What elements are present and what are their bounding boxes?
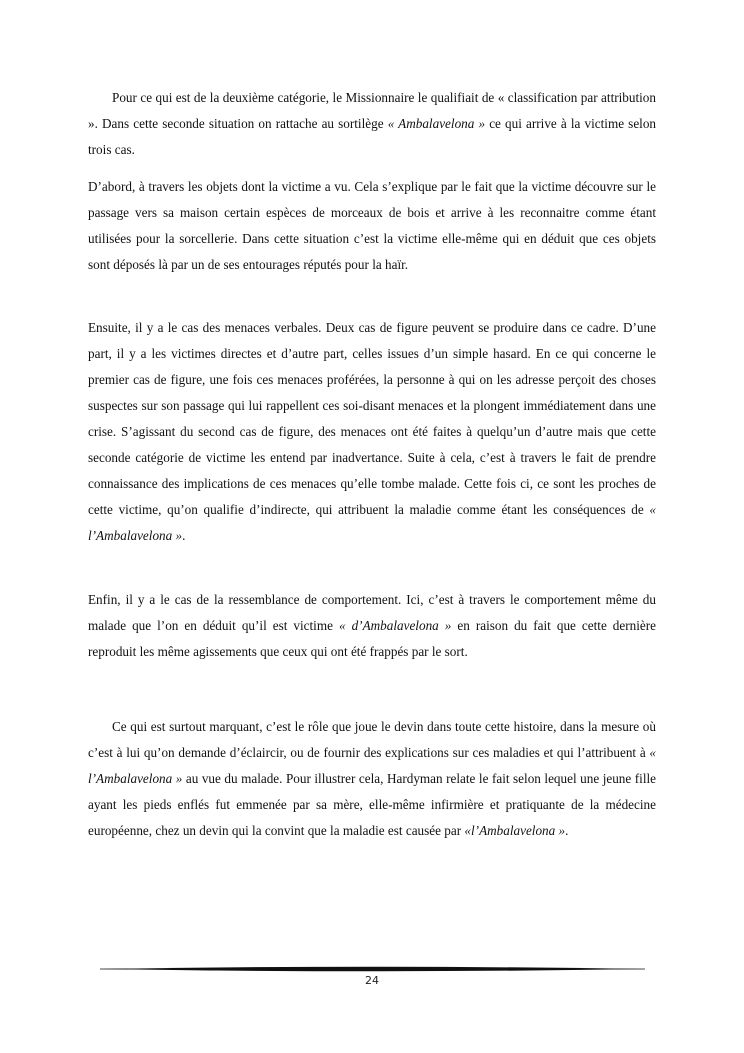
text-run: ce qui arrive à la victime selon trois cas. (88, 116, 657, 157)
text-run: Ce qui est surtout marquant, c’est le rôle que joue le devin dans toute cette histoire, dans la mesure où c’est à lui qu’on demande d’éclaircir, ou de fournir des explications sur ces maladies et qui l’attribuent à (88, 719, 656, 760)
emphasis-term: « Ambalavelona » (387, 116, 486, 131)
text-run: Enfin, il y a le cas de la ressemblance de comportement. Ici, c’est à travers le comportement même du malade que l’on en déduit qu’il est victime (88, 592, 656, 633)
text-run: . (182, 528, 186, 543)
text-run: au vue du malade. Pour illustrer cela, Hardyman relate le fait selon lequel une jeune fille ayant les pieds enflés fut emmenée par sa mère, elle-même infirmière et pratiquante de la médecine européenne, chez un devin qui la convint que la maladie est causée par (88, 771, 657, 838)
emphasis-term: « l’Ambalavelona » (88, 745, 656, 786)
paragraph-classification (88, 85, 656, 163)
text-run: Ensuite, il y a le cas des menaces verbales. Deux cas de figure peuvent se produire dans ce cadre. D’une part, il y a les victimes directes et d’autre part, celles issues d’un simple hasard. En ce qui concerne le premier cas de figure, une fois ces menaces proférées, la personne à qui on les adresse perçoit des choses suspectes sur son passage qui lui rappellent ces soi-disant menaces et la plongent immédiatement dans une crise. S’agissant du second cas de figure, des menaces ont été faites à quelqu’un d’autre mais que cette seconde catégorie de victime les entend par inadvertance. Suite à cela, c’est à travers le fait de prendre connaissance des implications de ces menaces qu’elle tombe malade. Cette fois ci, ce sont les proches de cette victime, qu’on qualifie d’indirecte, qui attribuent la maladie comme étant les conséquences de (88, 320, 656, 517)
text-run: . (565, 823, 569, 838)
text-run: Pour ce qui est de la deuxième catégorie, le Missionnaire le qualifiait de « classification par attribution ». Dans cette seconde situation on rattache au sortilège (88, 90, 656, 131)
emphasis-term: «l’Ambalavelona » (464, 823, 566, 838)
paragraph-behavior (88, 587, 656, 665)
footer-rule (100, 964, 645, 974)
text-run: D’abord, à travers les objets dont la victime a vu. Cela s’explique par le fait que la victime découvre sur le passage vers sa maison certain espèces de morceaux de bois et arrive à les reconnaitre comme étant utilisées pour la sorcellerie. Dans cette situation c’est la victime elle-même qui en déduit que ces objets sont déposés là par un de ses entourages réputés pour la haïr. (88, 179, 656, 272)
page-number: 24 (365, 974, 379, 987)
emphasis-term: « d’Ambalavelona » (338, 618, 452, 633)
text-run: en raison du fait que cette dernière reproduit les même agissements que ceux qui ont été frappés par le sort. (88, 618, 657, 659)
paragraph-verbal-threats (88, 315, 656, 549)
emphasis-term: « l’Ambalavelona » (88, 502, 656, 543)
paragraph-objects (88, 174, 656, 278)
paragraph-diviner (88, 714, 656, 844)
